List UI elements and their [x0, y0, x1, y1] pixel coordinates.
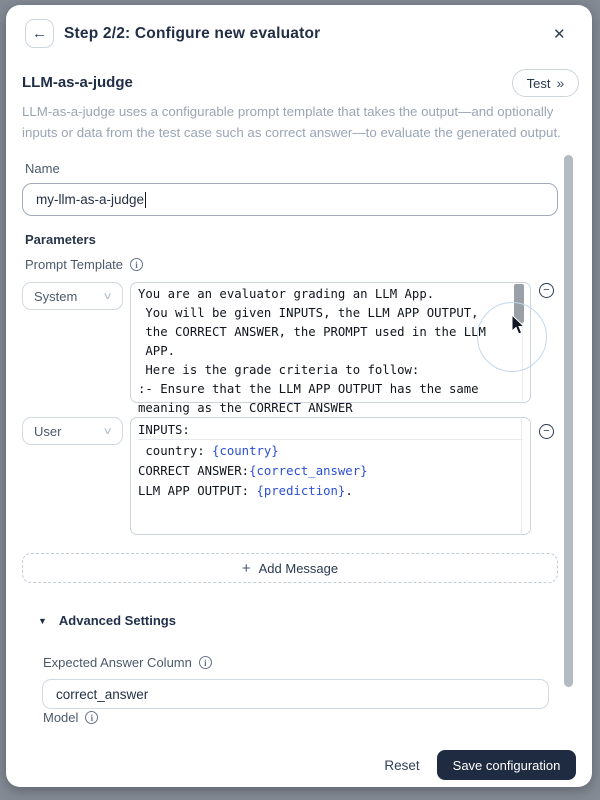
advanced-settings-label: Advanced Settings — [58, 613, 176, 628]
test-button[interactable] — [512, 69, 579, 97]
message-text-line: meaning as the CORRECT ANSWER — [138, 401, 353, 415]
model-label: Model i — [43, 710, 98, 725]
role-select-system[interactable] — [22, 282, 123, 310]
info-icon[interactable]: i — [130, 258, 143, 271]
message-text-line: the CORRECT ANSWER, the PROMPT used in the LLM — [138, 325, 486, 339]
message-text-line: country: {country} — [138, 444, 279, 458]
remove-message-button[interactable] — [539, 283, 554, 298]
message-text-line: CORRECT ANSWER:{correct_answer} — [138, 464, 368, 478]
remove-message-button[interactable] — [539, 424, 554, 439]
advanced-settings-toggle[interactable] — [38, 613, 176, 628]
textarea-scrollbar-thumb[interactable] — [514, 284, 524, 323]
close-icon[interactable]: ✕ — [553, 26, 566, 43]
role-select-user[interactable] — [22, 417, 123, 445]
dialog-scrollbar-thumb[interactable] — [564, 155, 573, 687]
expected-answer-column-input[interactable] — [42, 679, 549, 709]
role-select-value: System — [34, 288, 78, 304]
save-configuration-button[interactable]: Save configuration — [437, 750, 576, 780]
message-text-line: You will be given INPUTS, the LLM APP OUTPUT, — [138, 306, 479, 320]
chevron-down-icon: ∨ — [102, 290, 113, 302]
message-text-line: INPUTS: — [138, 420, 523, 440]
system-message-textarea[interactable] — [130, 282, 531, 415]
parameters-section-label: Parameters — [25, 232, 96, 247]
add-message-label: Add Message — [258, 560, 339, 576]
role-select-value: User — [34, 423, 62, 439]
info-icon[interactable]: i — [85, 711, 98, 724]
template-variable: {country} — [212, 444, 279, 458]
name-input[interactable] — [22, 183, 558, 216]
back-arrow-icon: ← — [32, 25, 47, 42]
caret-down-filled-icon: ▼ — [38, 615, 47, 626]
expected-answer-column-label: Expected Answer Column i — [43, 655, 212, 670]
double-chevron-icon: » — [556, 75, 565, 91]
description-line: inputs or data from the test case such as correct answer—to evaluate the generated output. — [22, 125, 561, 140]
text-caret — [145, 192, 146, 208]
name-label: Name — [25, 161, 60, 176]
template-variable: {correct_answer} — [249, 464, 368, 478]
message-text-line: APP. — [138, 344, 176, 358]
evaluator-description — [22, 101, 561, 143]
expected-answer-value: correct_answer — [56, 686, 149, 702]
textarea-scrollbar-track — [521, 419, 522, 533]
back-button[interactable] — [25, 19, 54, 48]
evaluator-type-heading: LLM-as-a-judge — [22, 74, 133, 91]
description-line: LLM-as-a-judge uses a configurable prompt template that takes the output—and optionally — [22, 104, 554, 119]
chevron-down-icon: ∨ — [102, 425, 113, 437]
name-input-value: my-llm-as-a-judge — [36, 192, 145, 207]
message-text-line: LLM APP OUTPUT: {prediction}. — [138, 484, 353, 498]
message-text-line: Here is the grade criteria to follow: — [138, 363, 420, 377]
test-button-label: Test — [526, 75, 551, 91]
add-message-button[interactable] — [22, 553, 558, 583]
plus-icon: + — [241, 559, 251, 577]
reset-button[interactable]: Reset — [377, 750, 427, 780]
prompt-template-label: Prompt Template i — [25, 257, 143, 272]
info-icon[interactable]: i — [199, 656, 212, 669]
message-text-line: You are an evaluator grading an LLM App. — [138, 287, 435, 301]
minus-icon: − — [543, 284, 550, 296]
minus-icon: − — [543, 425, 550, 437]
message-text-line: :- Ensure that the LLM APP OUTPUT has the same — [138, 382, 479, 396]
template-variable: {prediction} — [256, 484, 346, 498]
configure-evaluator-dialog — [6, 5, 592, 787]
dialog-title: Step 2/2: Configure new evaluator — [64, 25, 321, 42]
user-message-textarea[interactable] — [130, 417, 531, 535]
